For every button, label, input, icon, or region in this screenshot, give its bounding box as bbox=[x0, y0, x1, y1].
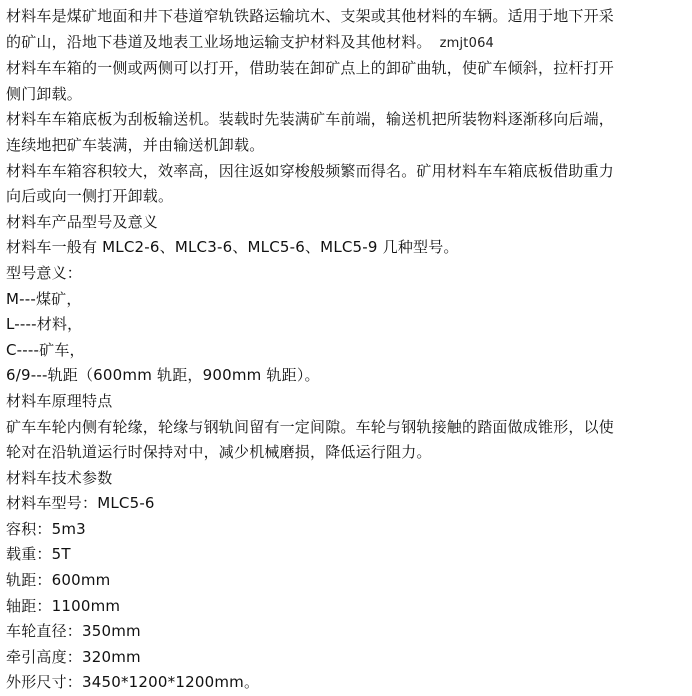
spec-dimensions: 外形尺寸：3450*1200*1200mm。 bbox=[6, 673, 260, 692]
principle-line-1: 矿车车轮内侧有轮缘，轮缘与钢轨间留有一定间隙。车轮与钢轨接触的踏面做成锥形，以使 bbox=[6, 417, 615, 436]
principle-heading: 材料车原理特点 bbox=[6, 391, 113, 410]
models-intro: 材料车一般有 MLC2-6、MLC3-6、MLC5-6、MLC5-9 几种型号。 bbox=[6, 238, 459, 257]
models-heading: 材料车产品型号及意义 bbox=[6, 212, 159, 231]
spec-traction-height: 牵引高度：320mm bbox=[6, 647, 141, 666]
conveyor-paragraph-line-2: 连续地把矿车装满，并由输送机卸载。 bbox=[6, 135, 265, 154]
capacity-paragraph-line-2: 向后或向一侧打开卸载。 bbox=[6, 187, 174, 206]
spec-model: 材料车型号：MLC5-6 bbox=[6, 494, 155, 513]
model-meaning-label: 型号意义： bbox=[6, 263, 83, 282]
spec-load: 载重：5T bbox=[6, 545, 71, 564]
model-meaning-l: L----材料， bbox=[6, 315, 83, 334]
capacity-paragraph-line-1: 材料车车箱容积较大，效率高，因往返如穿梭般频繁而得名。矿用材料车车箱底板借助重力 bbox=[6, 161, 615, 180]
model-meaning-c: C----矿车， bbox=[6, 340, 85, 359]
principle-line-2: 轮对在沿轨道运行时保持对中，减少机械磨损，降低运行阻力。 bbox=[6, 443, 432, 462]
spec-volume: 容积：5m3 bbox=[6, 519, 86, 538]
spec-gauge: 轨距：600mm bbox=[6, 571, 111, 590]
intro-paragraph-text: 的矿山，沿地下巷道及地表工业场地运输支护材料及其他材料。 bbox=[6, 32, 432, 51]
intro-paragraph-line-2 bbox=[6, 30, 684, 57]
intro-paragraph-line-1: 材料车是煤矿地面和井下巷道窄轨铁路运输坑木、支架或其他材料的车辆。适用于地下开采 bbox=[6, 7, 615, 25]
spec-wheelbase: 轴距：1100mm bbox=[6, 596, 121, 615]
model-meaning-m: M---煤矿， bbox=[6, 289, 82, 308]
conveyor-paragraph-line-1: 材料车车箱底板为刮板输送机。装载时先装满矿车前端，输送机把所装物料逐渐移向后端， bbox=[6, 110, 615, 129]
unloading-paragraph-line-1: 材料车车箱的一侧或两侧可以打开，借助装在卸矿点上的卸矿曲轨，使矿车倾斜，拉杆打开 bbox=[6, 59, 615, 78]
unloading-paragraph-line-2: 侧门卸载。 bbox=[6, 84, 83, 103]
model-meaning-gauge: 6/9---轨距（600mm 轨距，900mm 轨距）。 bbox=[6, 366, 320, 385]
spec-wheel-diameter: 车轮直径：350mm bbox=[6, 622, 141, 641]
specs-heading: 材料车技术参数 bbox=[6, 468, 113, 487]
reference-tag: zmjt064 bbox=[439, 35, 495, 51]
